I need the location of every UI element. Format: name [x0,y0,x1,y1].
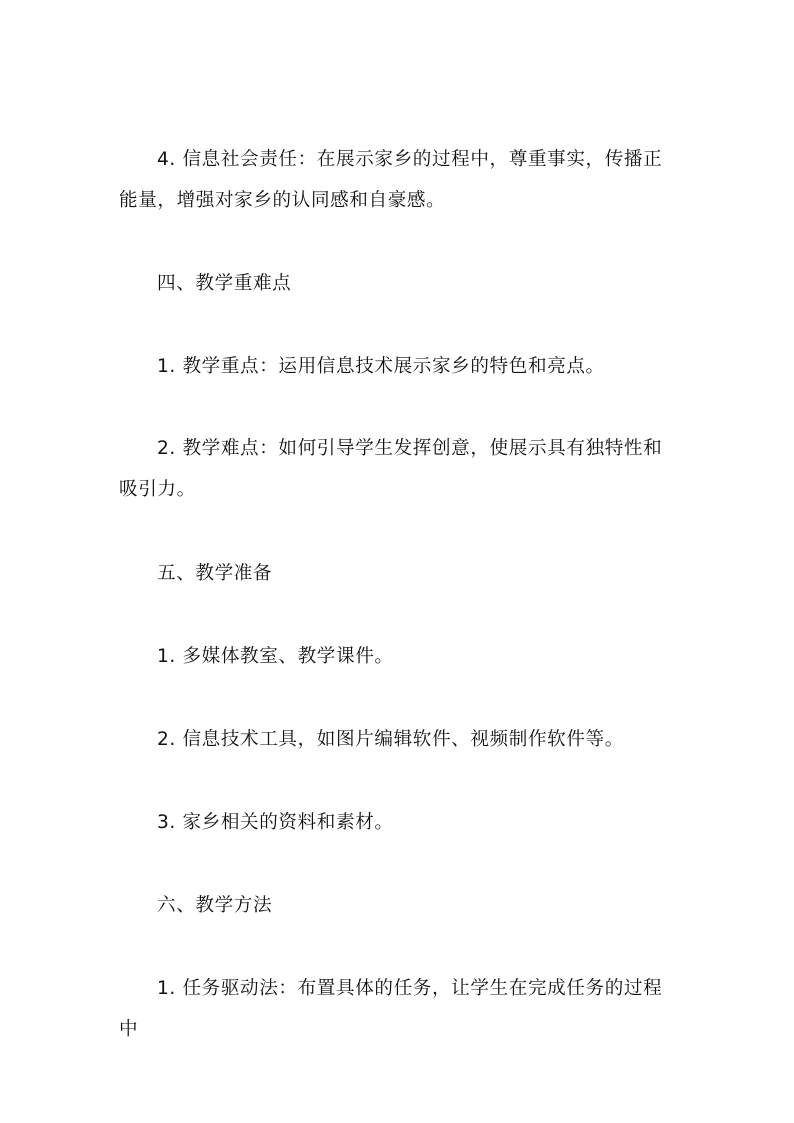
paragraph-hometown-materials: 3. 家乡相关的资料和素材。 [157,812,394,833]
paragraph-multimedia-classroom: 1. 多媒体教室、教学课件。 [157,646,394,667]
heading-key-difficult-points: 四、教学重难点 [157,273,292,294]
paragraph-teaching-focus: 1. 教学重点：运用信息技术展示家乡的特色和亮点。 [157,356,605,377]
paragraph-info-social-responsibility: 4. 信息社会责任：在展示家乡的过程中，尊重事实，传播正能量，增强对家乡的认同感和自豪感。 [119,149,663,211]
heading-teaching-methods: 六、教学方法 [157,895,273,916]
paragraph-teaching-difficulty: 2. 教学难点：如何引导学生发挥创意，使展示具有独特性和吸引力。 [119,438,663,500]
heading-teaching-preparation: 五、教学准备 [157,563,273,584]
paragraph-it-tools: 2. 信息技术工具，如图片编辑软件、视频制作软件等。 [157,729,624,750]
paragraph-task-driven-method: 1. 任务驱动法：布置具体的任务，让学生在完成任务的过程中 [119,978,663,1040]
